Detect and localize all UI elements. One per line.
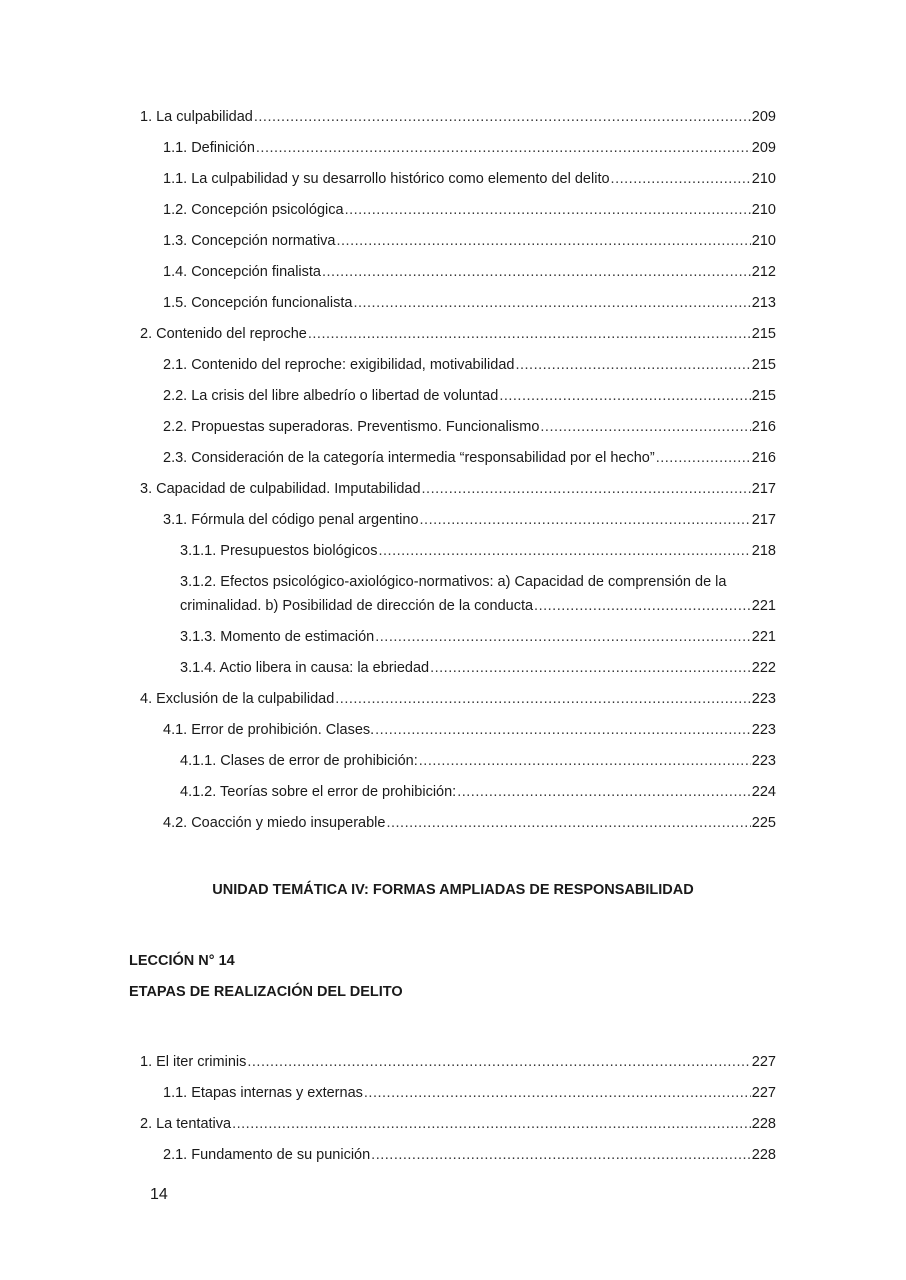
toc-entry-page: 228 [751, 1147, 776, 1163]
toc-leader-dots [422, 474, 751, 505]
toc-leader-dots [247, 1047, 750, 1078]
toc-group-c [0, 1047, 906, 1171]
toc-entry-page: 209 [751, 109, 776, 125]
toc-leader-dots [386, 808, 750, 839]
toc-group-a [0, 102, 906, 567]
toc-leader-dots [232, 1109, 751, 1140]
toc-entry[interactable] [140, 474, 776, 505]
toc-entry[interactable] [163, 715, 776, 746]
toc-entry-page: 215 [751, 357, 776, 373]
toc-entry-title: 2.3. Consideración de la categoría intermedia “responsabilidad por el hecho” [163, 450, 655, 466]
toc-leader-dots [611, 164, 751, 195]
toc-entry-page: 224 [751, 784, 776, 800]
toc-entry[interactable] [163, 412, 776, 443]
toc-entry[interactable] [163, 133, 776, 164]
toc-entry-page: 221 [751, 598, 776, 614]
toc-entry-title: 3.1. Fórmula del código penal argentino [163, 512, 419, 528]
toc-entry-title: 2.1. Contenido del reproche: exigibilidad, motivabilidad [163, 357, 515, 373]
toc-leader-dots [353, 288, 750, 319]
lesson-number: LECCIÓN N° 14 [129, 953, 235, 969]
toc-entry-title: 3. Capacidad de culpabilidad. Imputabilidad [140, 481, 421, 497]
toc-entry-title: 3.1.1. Presupuestos biológicos [180, 543, 378, 559]
toc-entry-title-line2: criminalidad. b) Posibilidad de dirección de la conducta [180, 598, 534, 614]
toc-entry-title: 2.2. Propuestas superadoras. Preventismo. Funcionalismo [163, 419, 540, 435]
toc-leader-dots [364, 1078, 751, 1109]
toc-entry[interactable] [140, 1047, 776, 1078]
toc-leader-dots [322, 257, 751, 288]
toc-entry-page: 228 [751, 1116, 776, 1132]
toc-entry-title: 1. El iter criminis [140, 1054, 247, 1070]
toc-entry-title: 1.1. La culpabilidad y su desarrollo histórico como elemento del delito [163, 171, 610, 187]
toc-entry-title: 4.1.2. Teorías sobre el error de prohibición: [180, 784, 457, 800]
toc-entry[interactable] [163, 257, 776, 288]
toc-entry-page: 213 [751, 295, 776, 311]
toc-entry-page: 216 [751, 450, 776, 466]
toc-entry[interactable] [163, 505, 776, 536]
toc-leader-dots [515, 350, 750, 381]
unit-title: UNIDAD TEMÁTICA IV: FORMAS AMPLIADAS DE RESPONSABILIDAD [212, 882, 694, 898]
toc-group-b [0, 622, 906, 839]
toc-entry-title: 2. La tentativa [140, 1116, 232, 1132]
toc-entry-title: 1. La culpabilidad [140, 109, 253, 125]
toc-entry[interactable] [140, 1109, 776, 1140]
toc-entry[interactable] [180, 536, 776, 567]
toc-leader-dots [335, 684, 751, 715]
toc-entry[interactable] [163, 350, 776, 381]
toc-entry-title-line1: 3.1.2. Efectos psicológico-axiológico-normativos: a) Capacidad de comprensión de la [180, 574, 727, 590]
toc-entry[interactable] [163, 1078, 776, 1109]
toc-entry-page: 215 [751, 388, 776, 404]
toc-entry-page: 217 [751, 481, 776, 497]
toc-entry-page: 225 [751, 815, 776, 831]
toc-entry-title: 4.2. Coacción y miedo insuperable [163, 815, 386, 831]
toc-entry-page: 227 [751, 1085, 776, 1101]
toc-entry-page: 212 [751, 264, 776, 280]
toc-entry[interactable] [163, 1140, 776, 1171]
toc-leader-dots [256, 133, 751, 164]
toc-entry-page: 218 [751, 543, 776, 559]
toc-leader-dots [345, 195, 751, 226]
table-of-contents-etapas [0, 1047, 906, 1171]
toc-entry[interactable] [180, 746, 776, 777]
toc-entry-title: 4.1.1. Clases de error de prohibición: [180, 753, 418, 769]
toc-leader-dots [419, 746, 751, 777]
toc-entry-title: 2.1. Fundamento de su punición [163, 1147, 371, 1163]
page-number: 14 [150, 1186, 168, 1203]
toc-entry-title: 4.1. Error de prohibición. Clases. [163, 722, 375, 738]
toc-entry-page: 210 [751, 202, 776, 218]
toc-entry-title: 1.5. Concepción funcionalista [163, 295, 353, 311]
toc-leader-dots [534, 594, 751, 618]
toc-entry[interactable] [180, 653, 776, 684]
toc-entry[interactable] [163, 164, 776, 195]
toc-leader-dots [371, 1140, 751, 1171]
toc-entry[interactable] [180, 777, 776, 808]
toc-entry[interactable] [163, 195, 776, 226]
toc-leader-dots [540, 412, 750, 443]
toc-entry[interactable] [163, 381, 776, 412]
toc-entry-page: 210 [751, 171, 776, 187]
toc-entry-title: 1.3. Concepción normativa [163, 233, 336, 249]
toc-leader-dots [656, 443, 751, 474]
toc-entry-title: 1.1. Etapas internas y externas [163, 1085, 363, 1101]
toc-leader-dots [254, 102, 751, 133]
toc-leader-dots [337, 226, 751, 257]
toc-entry[interactable] [163, 443, 776, 474]
toc-entry-page: 227 [751, 1054, 776, 1070]
toc-entry-page: 223 [751, 753, 776, 769]
toc-entry[interactable] [163, 226, 776, 257]
toc-leader-dots [379, 536, 751, 567]
toc-leader-dots [457, 777, 751, 808]
toc-entry[interactable] [140, 102, 776, 133]
toc-entry-multiline[interactable] [180, 567, 776, 622]
toc-entry-title: 2.2. La crisis del libre albedrío o libertad de voluntad [163, 388, 499, 404]
toc-entry-page: 209 [751, 140, 776, 156]
toc-entry-page: 223 [751, 691, 776, 707]
toc-entry-title: 4. Exclusión de la culpabilidad [140, 691, 335, 707]
toc-entry-title: 1.1. Definición [163, 140, 255, 156]
toc-leader-dots [375, 715, 751, 746]
toc-entry-page: 215 [751, 326, 776, 342]
toc-leader-dots [430, 653, 751, 684]
toc-entry-title: 1.4. Concepción finalista [163, 264, 321, 280]
toc-leader-dots [308, 319, 751, 350]
toc-entry-page: 223 [751, 722, 776, 738]
toc-entry-page: 216 [751, 419, 776, 435]
toc-entry-page: 221 [751, 629, 776, 645]
toc-entry[interactable] [180, 622, 776, 653]
toc-entry[interactable] [140, 319, 776, 350]
toc-entry-title: 1.2. Concepción psicológica [163, 202, 344, 218]
toc-leader-dots [420, 505, 751, 536]
toc-leader-dots [499, 381, 750, 412]
toc-entry[interactable] [140, 684, 776, 715]
toc-entry-title: 3.1.4. Actio libera in causa: la ebriedad [180, 660, 430, 676]
toc-entry-title: 3.1.3. Momento de estimación [180, 629, 375, 645]
toc-entry-page: 217 [751, 512, 776, 528]
toc-entry[interactable] [163, 808, 776, 839]
toc-leader-dots [375, 622, 751, 653]
toc-entry-page: 210 [751, 233, 776, 249]
toc-entry-title: 2. Contenido del reproche [140, 326, 307, 342]
table-of-contents-culpabilidad [0, 102, 906, 839]
toc-entry-page: 222 [751, 660, 776, 676]
lesson-title: ETAPAS DE REALIZACIÓN DEL DELITO [129, 984, 403, 1000]
toc-entry[interactable] [163, 288, 776, 319]
